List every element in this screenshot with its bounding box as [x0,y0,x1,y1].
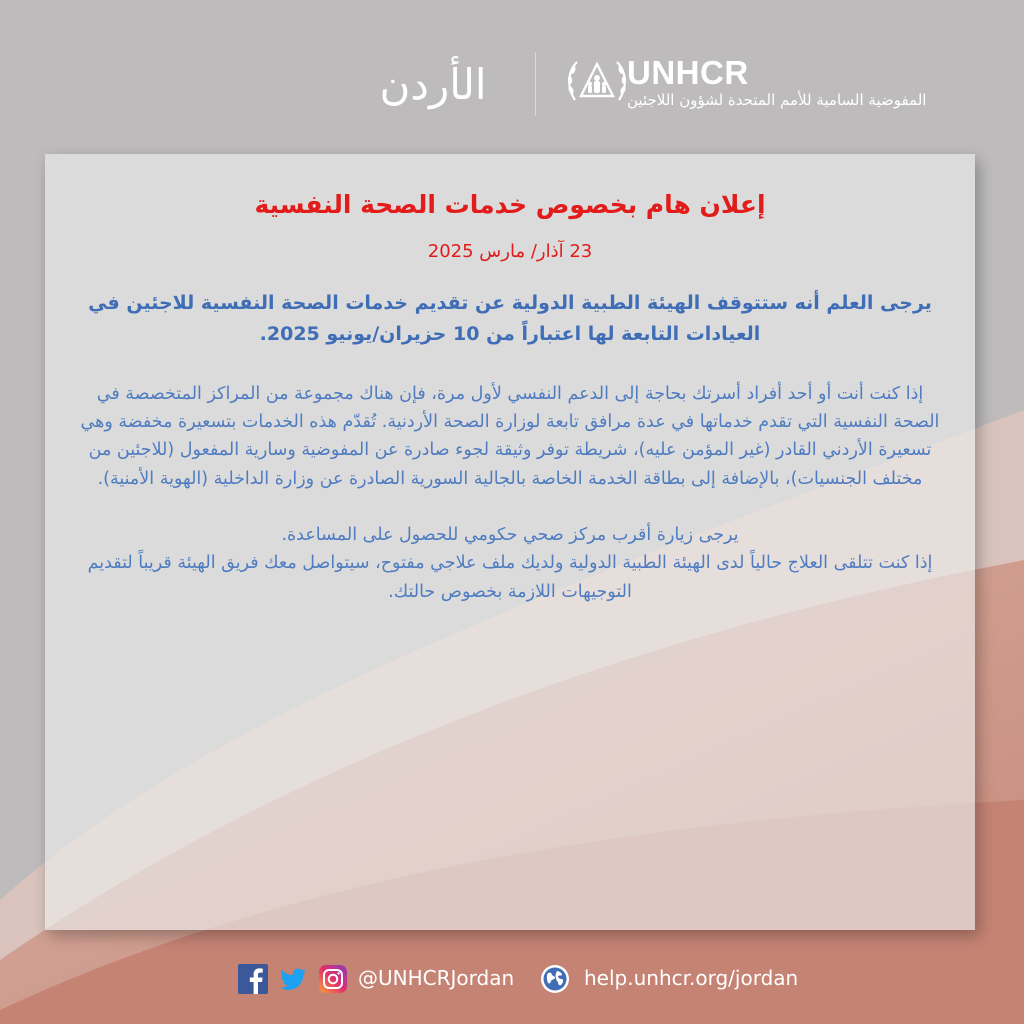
paragraph-services: إذا كنت أنت أو أحد أفراد أسرتك بحاجة إلى الدعم النفسي لأول مرة، فإن هناك مجموعة من المراكز المتخصصة في الصحة النفسية التي تقدم خدماتها في عدة مرافق تابعة لوزارة الصحة الأردنية. تُقدّم هذه الخدمات بتسعيرة مخفضة وهي تسعيرة الأردني القادر (غير المؤمن عليه)، شريطة توفر وثيقة لجوء صادرة عن المفوضية وسارية المفعول (للاجئين من مختلف الجنسيات)، بالإضافة إلى بطاقة الخدمة الخاصة بالجالية السورية الصادرة عن وزارة الداخلية (الهوية الأمنية). [80,383,940,489]
announcement-lead: يرجى العلم أنه ستتوقف الهيئة الطبية الدولية عن تقديم خدمات الصحة النفسية للاجئين في العيادات التابعة لها اعتباراً من 10 حزيران/يونيو 2025. [88,292,932,345]
paragraph-visit-center: يرجى زيارة أقرب مركز صحي حكومي للحصول على المساعدة. [281,524,739,545]
website-link[interactable]: help.unhcr.org/jordan [584,966,799,990]
announcement-body [75,380,945,606]
country-name: الأردن [379,60,487,109]
logo-tagline: المفوضية السامية للأمم المتحدة لشؤون اللاجئين [627,91,927,109]
unhcr-emblem-icon [565,56,629,104]
paragraph-current-patients: إذا كنت تتلقى العلاج حالياً لدى الهيئة الطبية الدولية ولديك ملف علاجي مفتوح، سيتواصل معك فريق الهيئة قريباً لتقديم التوجيهات اللازمة بخصوص حالتك. [87,553,933,602]
header [0,0,1024,140]
announcement-card [45,154,975,930]
announcement-date: 23 آذار/ مارس 2025 [427,241,593,262]
footer [0,958,1024,1008]
twitter-icon[interactable] [278,964,308,994]
social-handle[interactable]: @UNHCRJordan [358,966,515,990]
header-divider [535,52,536,116]
globe-icon[interactable] [540,964,570,994]
announcement-title: إعلان هام بخصوص خدمات الصحة النفسية [254,190,766,219]
instagram-icon[interactable] [318,964,348,994]
unhcr-logo [565,56,985,116]
facebook-icon[interactable] [238,964,268,994]
logo-name: UNHCR [627,54,749,91]
